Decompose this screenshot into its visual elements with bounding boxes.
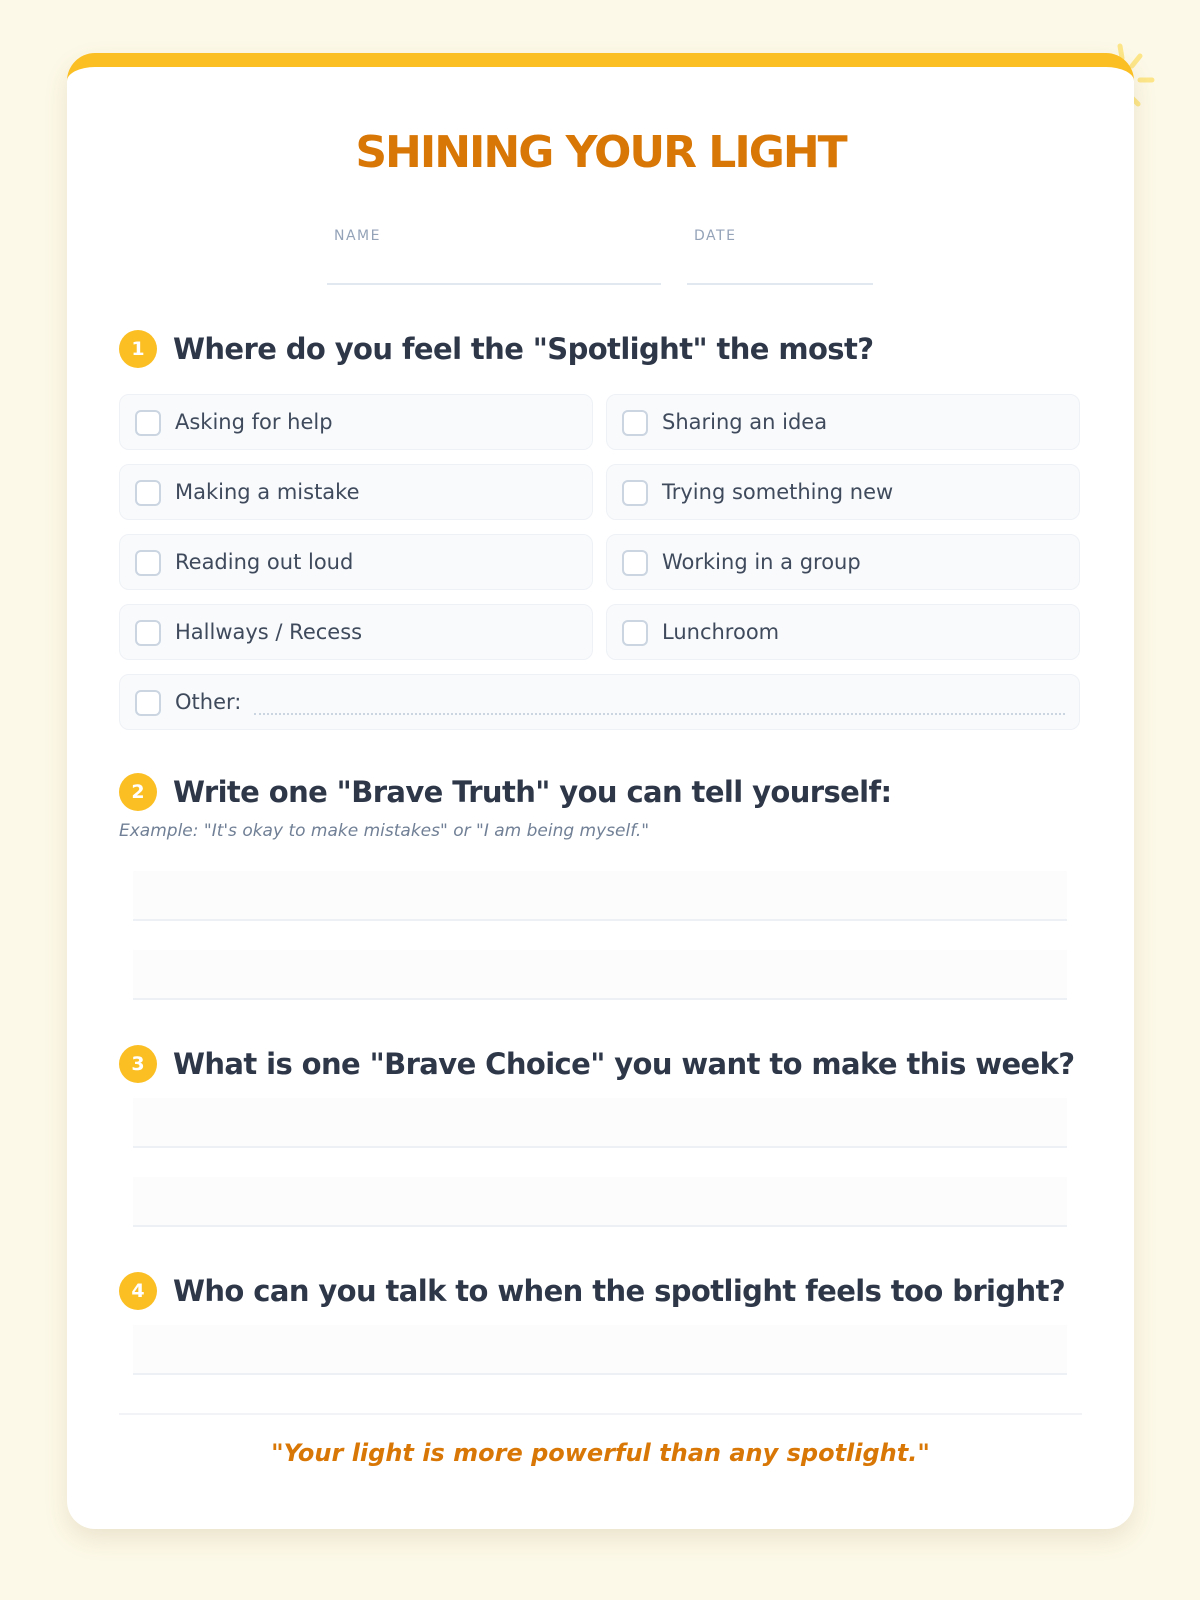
date-label: DATE [694, 228, 737, 244]
answer-line[interactable] [133, 1177, 1067, 1227]
checkbox[interactable] [135, 690, 161, 716]
checkbox[interactable] [622, 620, 648, 646]
question-text: Where do you feel the "Spotlight" the most? [173, 332, 874, 366]
option-label: Lunchroom [662, 620, 780, 644]
option-reading-out-loud[interactable] [119, 534, 593, 590]
checkbox[interactable] [135, 410, 161, 436]
option-label: Reading out loud [175, 550, 354, 574]
name-field[interactable] [327, 283, 661, 285]
checkbox[interactable] [135, 620, 161, 646]
date-field[interactable] [687, 283, 873, 285]
footer-quote: "Your light is more powerful than any spotlight." [271, 1439, 930, 1467]
checkbox[interactable] [135, 550, 161, 576]
question-number-badge: 2 [119, 773, 157, 811]
checkbox[interactable] [135, 480, 161, 506]
option-label: Trying something new [662, 480, 894, 504]
option-making-a-mistake[interactable] [119, 464, 593, 520]
answer-line[interactable] [133, 871, 1067, 921]
example-hint: Example: "It's okay to make mistakes" or "I am being myself." [119, 821, 650, 841]
option-hallways-recess[interactable] [119, 604, 593, 660]
option-working-in-a-group[interactable] [606, 534, 1080, 590]
question-text: Who can you talk to when the spotlight feels too bright? [173, 1274, 1066, 1308]
option-lunchroom[interactable] [606, 604, 1080, 660]
answer-line[interactable] [133, 1098, 1067, 1148]
option-label: Other: [175, 690, 242, 714]
question-number-badge: 4 [119, 1272, 157, 1310]
footer-divider [119, 1413, 1082, 1415]
checkbox[interactable] [622, 410, 648, 436]
option-trying-something-new[interactable] [606, 464, 1080, 520]
question-text: Write one "Brave Truth" you can tell yourself: [173, 775, 892, 809]
option-label: Making a mistake [175, 480, 360, 504]
answer-line[interactable] [133, 950, 1067, 1000]
option-label: Working in a group [662, 550, 861, 574]
option-label: Sharing an idea [662, 410, 828, 434]
name-label: NAME [334, 228, 381, 244]
question-number-badge: 1 [119, 330, 157, 368]
option-asking-for-help[interactable] [119, 394, 593, 450]
answer-line[interactable] [133, 1325, 1067, 1375]
option-other[interactable] [119, 674, 1080, 730]
question-text: What is one "Brave Choice" you want to make this week? [173, 1047, 1075, 1081]
checkbox[interactable] [622, 480, 648, 506]
question-number-badge: 3 [119, 1045, 157, 1083]
worksheet-title: SHINING YOUR LIGHT [355, 127, 846, 178]
checkbox[interactable] [622, 550, 648, 576]
option-label: Hallways / Recess [175, 620, 363, 644]
option-sharing-an-idea[interactable] [606, 394, 1080, 450]
other-input[interactable] [254, 713, 1065, 715]
worksheet-card [67, 53, 1134, 1529]
option-label: Asking for help [175, 410, 333, 434]
